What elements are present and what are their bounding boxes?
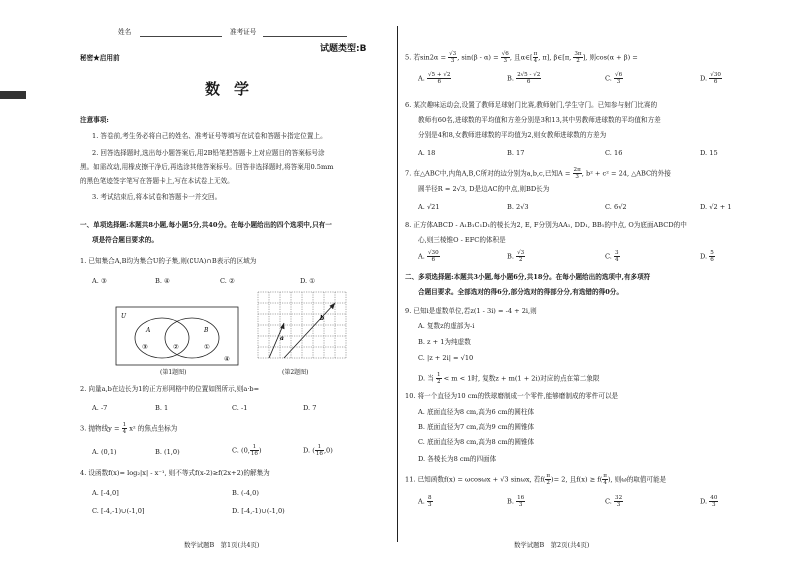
fig2-caption: (第2题图) bbox=[282, 369, 309, 376]
option-denominator: 6 bbox=[437, 79, 441, 85]
q7-option-c[interactable]: C. 6√2 bbox=[605, 203, 627, 211]
q9-d-tail: < m < 1时, 复数z + m(1 + 2i)对应的点在第二象限 bbox=[443, 374, 600, 383]
q10-option-a[interactable]: A. 底面直径为8 cm,高为6 cm的圆柱体 bbox=[418, 408, 535, 416]
option-letter: C. bbox=[605, 74, 612, 83]
option-numerator: 16 bbox=[517, 495, 525, 501]
q4-stem: 4. 设函数f(x)= log₂|x| - x⁻¹, 则不等式f(x-2)≥f(2x+2)的解集为 bbox=[80, 469, 270, 477]
q5-i2d: 2 bbox=[576, 58, 580, 64]
exam-no-field-line[interactable] bbox=[263, 36, 347, 37]
q9-option-a[interactable]: A. 复数z的虚部为-i bbox=[418, 322, 475, 330]
section2-heading: 二、多项选择题:本题共3小题,每小题6分,共18分。在每小题给出的选项中,有多项符 bbox=[405, 273, 651, 281]
q3-frac-den: 4 bbox=[122, 429, 127, 435]
option-denominator: 2 bbox=[518, 257, 523, 263]
vector-a-label: a bbox=[280, 335, 284, 342]
venn-region-4: ④ bbox=[224, 355, 230, 363]
column-divider bbox=[397, 26, 398, 542]
option-denominator: 3 bbox=[616, 502, 621, 508]
q5-n1: √3 bbox=[449, 51, 457, 57]
name-label: 姓名 bbox=[118, 28, 132, 36]
q3-option-a[interactable]: A. (0,1) bbox=[92, 448, 117, 456]
secret-label: 秘密★启用前 bbox=[80, 54, 120, 62]
option-numerator: 40 bbox=[710, 495, 718, 501]
q2-option-d[interactable]: D. 7 bbox=[303, 404, 317, 412]
footer-page-2: 数学试题B 第2页(共4页) bbox=[514, 541, 590, 549]
binding-marker bbox=[0, 91, 26, 99]
note-line: 3. 考试结束后,将本试卷和答题卡一并交回。 bbox=[92, 193, 222, 201]
q1-stem-b: A)∩B表示的区域为 bbox=[199, 257, 257, 265]
q5-option-b[interactable] bbox=[507, 72, 541, 85]
q4-option-a[interactable]: A. [-4,0] bbox=[92, 489, 119, 497]
q3-option-d-head: D. ( bbox=[303, 446, 315, 455]
q5-stem-d: , β∈ bbox=[549, 53, 563, 62]
q5-interval-1-tail: , π bbox=[538, 53, 547, 62]
q7-stem-b: , b² + c² = 24, △ABC的外接 bbox=[581, 169, 671, 178]
venn-u-label: U bbox=[121, 313, 127, 320]
q3-c-den: 16 bbox=[250, 451, 258, 457]
option-letter: B. bbox=[507, 497, 514, 506]
q2-option-b[interactable]: B. 1 bbox=[155, 404, 169, 412]
option-letter: A. bbox=[418, 497, 425, 506]
q11-option-a[interactable] bbox=[418, 495, 433, 508]
vector-b bbox=[284, 303, 335, 358]
vector-b-label: b bbox=[320, 315, 325, 322]
note-line: 2. 回答选择题时,选出每小题答案后,用2B铅笔把答题卡上对应题目的答案标号涂 bbox=[92, 149, 325, 157]
option-letter: C. bbox=[605, 497, 612, 506]
q9-option-d[interactable] bbox=[418, 372, 600, 385]
option-fraction bbox=[709, 250, 715, 263]
q8-line2: 心,则三棱锥O - EFC的体积是 bbox=[418, 236, 506, 244]
section1-heading: 一、单项选择题:本题共8小题,每小题5分,共40分。在每小题给出的四个选项中,只有一 bbox=[80, 221, 332, 229]
option-numerator: 5 bbox=[710, 250, 714, 256]
q10-stem: 10. 将一个直径为10 cm的铁球磨制成一个零件,能够磨制成的零件可以是 bbox=[405, 392, 619, 400]
option-denominator: 6 bbox=[431, 257, 436, 263]
q3-option-d-tail: ,0) bbox=[323, 446, 333, 455]
venn-region-1: ① bbox=[204, 343, 210, 351]
grid-lines bbox=[258, 292, 346, 358]
q1-option-b[interactable]: B. ④ bbox=[155, 277, 170, 285]
option-denominator: 3 bbox=[712, 502, 716, 508]
option-fraction bbox=[427, 250, 440, 263]
exam-no-label: 准考证号 bbox=[230, 28, 257, 36]
option-numerator: √5 + √2 bbox=[427, 72, 451, 78]
q3-option-c-tail: ) bbox=[259, 446, 262, 455]
option-denominator: 6 bbox=[713, 79, 718, 85]
q7-line2: 圆半径R = 2√3, D是边AC的中点,则BD长为 bbox=[418, 185, 550, 193]
venn-region-3: ③ bbox=[142, 343, 148, 351]
option-fraction bbox=[427, 72, 452, 85]
q3-d-den: 16 bbox=[315, 451, 323, 457]
venn-set-a bbox=[135, 318, 189, 358]
q11-stem-a: 11. 已知函数f(x) = ωcosωx + √3 sinωx, 若f bbox=[405, 475, 543, 484]
q5-stem-c: , 且α∈ bbox=[509, 53, 530, 62]
q9-stem: 9. 已知i是虚数单位,若z(1 - 3i) = -4 + 2i,则 bbox=[405, 307, 537, 315]
q3-option-c[interactable] bbox=[232, 444, 262, 457]
q6-option-c[interactable]: C. 16 bbox=[605, 149, 623, 157]
q5-option-c[interactable] bbox=[605, 72, 623, 85]
note-line: 的黑色笔迹签字笔写在答题卡上,写在本试卷上无效。 bbox=[80, 177, 234, 185]
option-numerator: 32 bbox=[615, 495, 623, 501]
q9-d-frac bbox=[436, 372, 442, 385]
venn-b-label: B bbox=[204, 327, 209, 334]
q9-d-num: 1 bbox=[436, 372, 441, 378]
q1-option-c[interactable]: C. ② bbox=[220, 277, 235, 285]
option-numerator: √6 bbox=[615, 72, 623, 78]
q6-line: 分别是4和8,女教师进球数的平均值为2,则女教师进球数的方差为 bbox=[418, 131, 607, 139]
q8-option-d[interactable] bbox=[700, 250, 715, 263]
fig1-caption: (第1题图) bbox=[160, 369, 187, 376]
q6-option-b[interactable]: B. 17 bbox=[507, 149, 525, 157]
option-fraction bbox=[709, 72, 722, 85]
q3-option-b[interactable]: B. (1,0) bbox=[155, 448, 180, 456]
page-title: 数学 bbox=[205, 80, 264, 98]
option-denominator: 4 bbox=[615, 257, 619, 263]
q10-option-b[interactable]: B. 底面直径为7 cm,高为9 cm的圆锥体 bbox=[418, 423, 535, 431]
q9-d-head: D. 当 bbox=[418, 374, 434, 383]
q3-option-d-frac bbox=[315, 444, 324, 457]
q3-option-c-frac bbox=[250, 444, 259, 457]
q7-an: 2π bbox=[573, 167, 581, 173]
option-letter: A. bbox=[418, 74, 425, 83]
option-letter: C. bbox=[605, 252, 612, 261]
option-fraction bbox=[516, 250, 525, 263]
q4-option-d[interactable]: D. [-4,-1)∪(-1,0) bbox=[232, 507, 285, 515]
q5-stem-e: , 则cos(α + β) = bbox=[585, 53, 638, 62]
venn-figure bbox=[116, 307, 240, 369]
q3-frac-num: 1 bbox=[122, 422, 127, 428]
q3-option-c-head: C. (0, bbox=[232, 446, 250, 455]
option-fraction bbox=[709, 495, 718, 508]
q2-option-c[interactable]: C. -1 bbox=[232, 404, 248, 412]
q10-option-d[interactable]: D. 各棱长为8 cm的四面体 bbox=[418, 455, 497, 463]
option-letter: B. bbox=[507, 252, 514, 261]
q5-frac-2 bbox=[501, 51, 510, 64]
q2-stem: 2. 向量a,b在边长为1的正方形网格中的位置如图所示,则a·b= bbox=[80, 385, 260, 393]
exam-type: 试题类型:B bbox=[320, 44, 367, 54]
option-letter: B. bbox=[507, 74, 514, 83]
option-numerator: √3 bbox=[517, 250, 525, 256]
q5-i1d: 4 bbox=[533, 58, 538, 64]
q9-d-den: 2 bbox=[436, 379, 441, 385]
option-numerator: 3 bbox=[615, 250, 619, 256]
q4-option-c[interactable]: C. [-4,-1)∪(-1,0] bbox=[92, 507, 145, 515]
vector-a-arrowhead bbox=[280, 323, 284, 329]
q3-stem-b: x² 的焦点坐标为 bbox=[129, 424, 178, 433]
option-fraction bbox=[427, 495, 433, 508]
q11-pd: 2 bbox=[546, 480, 550, 486]
option-denominator: 3 bbox=[616, 79, 621, 85]
venn-region-2: ② bbox=[173, 343, 179, 351]
q11-qn: π bbox=[603, 473, 607, 479]
option-numerator: √30 bbox=[427, 250, 439, 256]
q9-option-b[interactable]: B. z + 1为纯虚数 bbox=[418, 338, 471, 346]
q3-option-d[interactable] bbox=[303, 444, 333, 457]
q3-fraction bbox=[122, 422, 128, 435]
notes-heading: 注意事项: bbox=[80, 116, 109, 124]
q6-option-a[interactable]: A. 18 bbox=[418, 149, 436, 157]
q8-option-c[interactable] bbox=[605, 250, 620, 263]
footer-page-1: 数学试题B 第1页(共4页) bbox=[184, 541, 260, 549]
q11-frac-2 bbox=[602, 473, 608, 486]
q5-stem-b: , sin(β - α) = bbox=[457, 53, 499, 62]
q5-interval-2-frac bbox=[573, 51, 582, 64]
q1-option-a[interactable]: A. ③ bbox=[92, 277, 107, 285]
q8-option-a[interactable] bbox=[418, 250, 440, 263]
q5-frac-1 bbox=[448, 51, 457, 64]
q1-complement: ∁U bbox=[189, 257, 200, 265]
q6-line: 6. 某次趣味运动会,设置了教师足球射门比赛,教师射门,学生守门。已知参与射门比赛的 bbox=[405, 101, 658, 109]
option-numerator: 2√5 - √2 bbox=[517, 72, 541, 78]
q5-stem-a: 5. 若sin2α = bbox=[405, 53, 446, 62]
q3-c-num: 1 bbox=[250, 444, 259, 451]
option-fraction bbox=[614, 250, 620, 263]
venn-set-b bbox=[165, 318, 219, 358]
option-letter: A. bbox=[418, 252, 425, 261]
q11-stem: 11. 已知函数f(x) = ωcosωx + √3 sinωx, 若f( $\frac{\pi}{2}$ )= 2, 且f(x) ≥ f( $\frac{\pi}{4}$ ), 则ω的取值可能是 bbox=[405, 473, 667, 486]
q2-option-a[interactable]: A. -7 bbox=[92, 404, 108, 412]
option-fraction bbox=[614, 495, 623, 508]
q5-d1: 3 bbox=[450, 58, 455, 64]
q11-stem-c: , 则ω的取值可能是 bbox=[610, 475, 667, 484]
option-denominator: 3 bbox=[427, 502, 432, 508]
q11-stem-b: = 2, 且f(x) ≥ f bbox=[553, 475, 600, 484]
option-letter: D. bbox=[700, 252, 708, 261]
q11-option-c[interactable] bbox=[605, 495, 623, 508]
q4-option-b[interactable]: B. (-4,0) bbox=[232, 489, 259, 497]
q7-ad: 3 bbox=[575, 174, 579, 180]
name-field-line[interactable] bbox=[140, 36, 222, 37]
section2-heading-cont: 合题目要求。全部选对的得6分,部分选对的得部分分,有选错的得0分。 bbox=[418, 288, 623, 296]
q7-frac bbox=[573, 167, 582, 180]
q1-stem-a: 1. 已知集合A,B均为集合U的子集,则( bbox=[80, 257, 190, 265]
q5-stem: 5. 若sin2α = $\frac{√3}{3}$ , sin(β - α) = $\frac{√6}{3}$ , 且α∈[ $\frac{\pi}{4}$ , π], β∈[π, $\frac{3\pi}{2}$ ], 则cos(α + β) = bbox=[405, 51, 638, 64]
q7-stem bbox=[405, 167, 671, 180]
option-numerator: 8 bbox=[427, 495, 432, 501]
option-fraction bbox=[614, 72, 623, 85]
q8-line1: 8. 正方体ABCD - A₁B₁C₁D₁的棱长为2, E, F分别为AA₁, DD₁, BB₁的中点, O为底面ABCD的中 bbox=[405, 221, 687, 229]
q9-option-c[interactable]: C. |z + 2i| = √10 bbox=[418, 354, 474, 362]
q3-stem bbox=[80, 422, 177, 435]
q5-d2: 3 bbox=[503, 58, 508, 64]
q5-option-d[interactable] bbox=[700, 72, 722, 85]
q7-option-d[interactable]: D. √2 + 1 bbox=[700, 203, 732, 211]
section1-heading-cont: 项是符合题目要求的。 bbox=[92, 236, 158, 244]
q7-option-b[interactable]: B. 2√3 bbox=[507, 203, 529, 211]
option-numerator: √30 bbox=[710, 72, 721, 78]
q1-stem bbox=[80, 257, 256, 265]
q8-option-b[interactable] bbox=[507, 250, 525, 263]
q6-line: 教师有60名,进球数的平均值和方差分别是3和13,其中男教师进球数的平均值和方差 bbox=[418, 116, 661, 124]
option-denominator: 6 bbox=[526, 79, 531, 85]
option-fraction bbox=[516, 72, 541, 85]
option-denominator: 3 bbox=[518, 502, 523, 508]
q5-interval-2-head: π, bbox=[564, 53, 574, 62]
q11-frac-1 bbox=[545, 473, 551, 486]
q11-pn: π bbox=[546, 473, 551, 479]
q5-n2: √6 bbox=[501, 51, 509, 57]
q6-option-d[interactable]: D. 15 bbox=[700, 149, 718, 157]
q11-option-b[interactable] bbox=[507, 495, 525, 508]
note-line: 黑。如需改动,用橡皮擦干净后,再选涂其他答案标号。回答非选择题时,将答案用0.5mm bbox=[80, 163, 334, 171]
q1-option-d[interactable]: D. ① bbox=[300, 277, 316, 285]
q5-option-a[interactable] bbox=[418, 72, 451, 85]
option-denominator: 6 bbox=[710, 257, 714, 263]
option-letter: D. bbox=[700, 497, 708, 506]
note-line: 1. 答卷前,考生务必将自己的姓名、准考证号等填写在试卷和答题卡指定位置上。 bbox=[92, 132, 327, 140]
venn-universe-rect bbox=[116, 307, 238, 365]
option-letter: D. bbox=[700, 74, 708, 83]
q7-option-a[interactable]: A. √21 bbox=[418, 203, 440, 211]
q3-d-num: 1 bbox=[315, 444, 324, 451]
q3-stem-a: 3. 抛物线y = bbox=[80, 424, 120, 433]
venn-a-label: A bbox=[146, 327, 151, 334]
q11-option-d[interactable] bbox=[700, 495, 718, 508]
q11-qd: 4 bbox=[603, 480, 607, 486]
q5-i1n: π bbox=[533, 51, 538, 57]
q10-option-c[interactable]: C. 底面直径为8 cm,高为8 cm的圆锥体 bbox=[418, 438, 535, 446]
vector-grid-figure bbox=[258, 292, 346, 364]
q7-stem-a: 7. 在△ABC中,内角A,B,C所对的边分别为a,b,c,已知A = bbox=[405, 169, 571, 178]
q5-i2n: 3π bbox=[574, 51, 582, 57]
option-fraction bbox=[516, 495, 525, 508]
